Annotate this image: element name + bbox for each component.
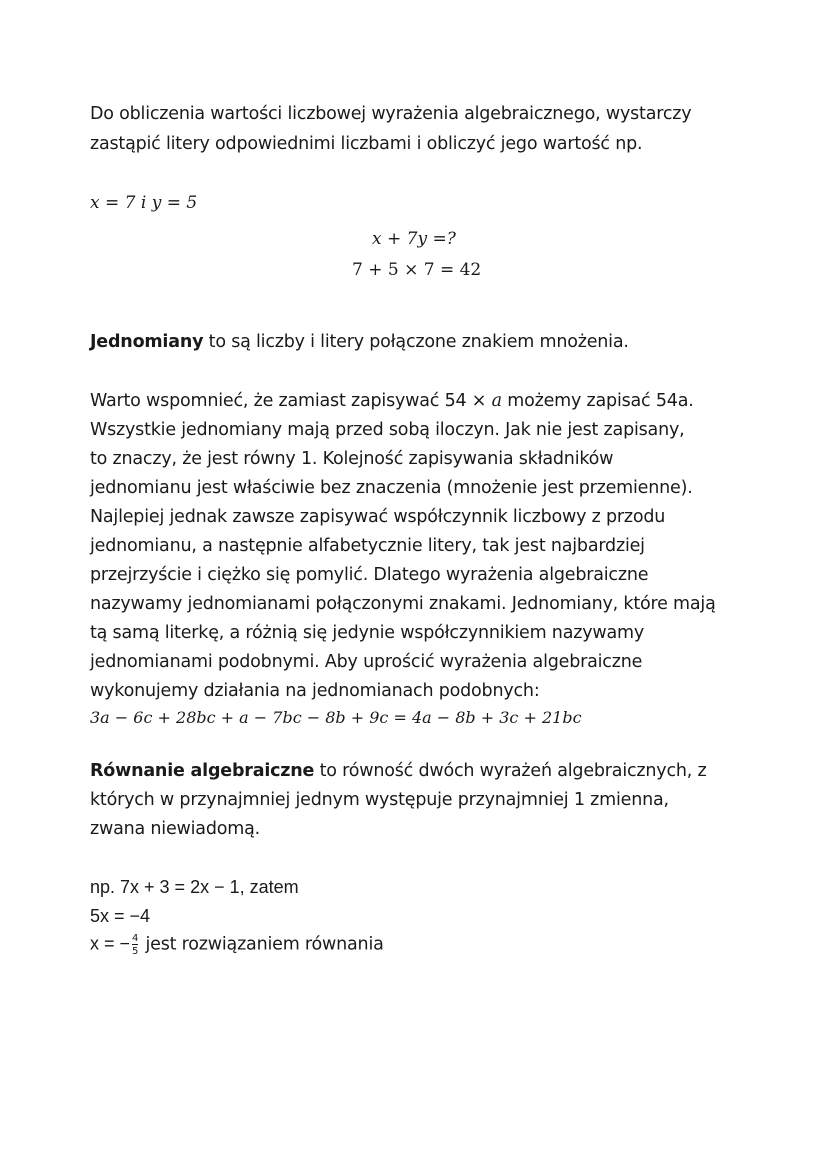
paragraph-line-1 bbox=[90, 391, 694, 411]
rownanie-term: Równanie algebraiczne bbox=[90, 761, 315, 781]
paragraph-line-6: jednomianu, a następnie alfabetycznie litery, tak jest najbardziej bbox=[90, 536, 645, 556]
example2-line-2: 5x = −4 bbox=[90, 906, 151, 926]
jednomiany-definition bbox=[90, 332, 629, 352]
paragraph-line-7: przejrzyście i ciężko się pomylić. Dlatego wyrażenia algebraiczne bbox=[90, 565, 649, 585]
paragraph-line-4: jednomianu jest właściwie bez znaczenia (mnożenie jest przemienne). bbox=[90, 478, 693, 498]
paragraph-line-1-b: możemy zapisać 54a. bbox=[507, 391, 694, 411]
paragraph-line-2: Wszystkie jednomiany mają przed sobą iloczyn. Jak nie jest zapisany, bbox=[90, 420, 685, 440]
example2-line-3 bbox=[90, 933, 384, 957]
paragraph-line-5: Najlepiej jednak zawsze zapisywać współczynnik liczbowy z przodu bbox=[90, 507, 666, 527]
rownanie-line-1 bbox=[90, 761, 706, 781]
paragraph-line-11: wykonujemy działania na jednomianach podobnych: bbox=[90, 681, 540, 701]
paragraph-line-1-a: Warto wspomnieć, że zamiast zapisywać 54 × bbox=[90, 391, 487, 411]
example2-line-3-suffix: jest rozwiązaniem równania bbox=[145, 934, 384, 955]
intro-line-1: Do obliczenia wartości liczbowej wyrażenia algebraicznego, wystarczy bbox=[90, 104, 692, 124]
example-calculation: 7 + 5 × 7 = 42 bbox=[352, 260, 482, 280]
paragraph-line-10: jednomianami podobnymi. Aby uprościć wyrażenia algebraiczne bbox=[90, 652, 643, 672]
paragraph-line-8: nazywamy jednomianami połączonymi znakami. Jednomiany, które mają bbox=[90, 594, 716, 614]
example2-line-1: np. 7x + 3 = 2x − 1, zatem bbox=[90, 877, 299, 897]
rownanie-line-1-rest: to równość dwóch wyrażeń algebraicznych, z bbox=[314, 761, 707, 781]
rownanie-line-2: których w przynajmniej jednym występuje przynajmniej 1 zmienna, bbox=[90, 790, 669, 810]
intro-line-2: zastąpić litery odpowiednimi liczbami i obliczyć jego wartość np. bbox=[90, 134, 643, 154]
variable-a: a bbox=[491, 391, 502, 411]
fraction-numerator: 4 bbox=[132, 933, 139, 944]
paragraph-line-3: to znaczy, że jest równy 1. Kolejność zapisywania składników bbox=[90, 449, 614, 469]
rownanie-line-3: zwana niewiadomą. bbox=[90, 819, 260, 839]
jednomiany-definition-text: to są liczby i litery połączone znakiem mnożenia. bbox=[203, 332, 629, 352]
example2-line-3-prefix: x = − bbox=[90, 933, 131, 954]
simplification-equation: 3a − 6c + 28bc + a − 7bc − 8b + 9c = 4a − 8b + 3c + 21bc bbox=[90, 708, 582, 727]
jednomiany-term: Jednomiany bbox=[90, 332, 204, 352]
fraction-denominator: 5 bbox=[132, 946, 139, 957]
example-expression: x + 7y =? bbox=[372, 229, 456, 249]
paragraph-line-9: tą samą literkę, a różnią się jedynie współczynnikiem nazywamy bbox=[90, 623, 645, 643]
fraction bbox=[132, 933, 138, 957]
example-given-values: x = 7 i y = 5 bbox=[90, 193, 198, 213]
